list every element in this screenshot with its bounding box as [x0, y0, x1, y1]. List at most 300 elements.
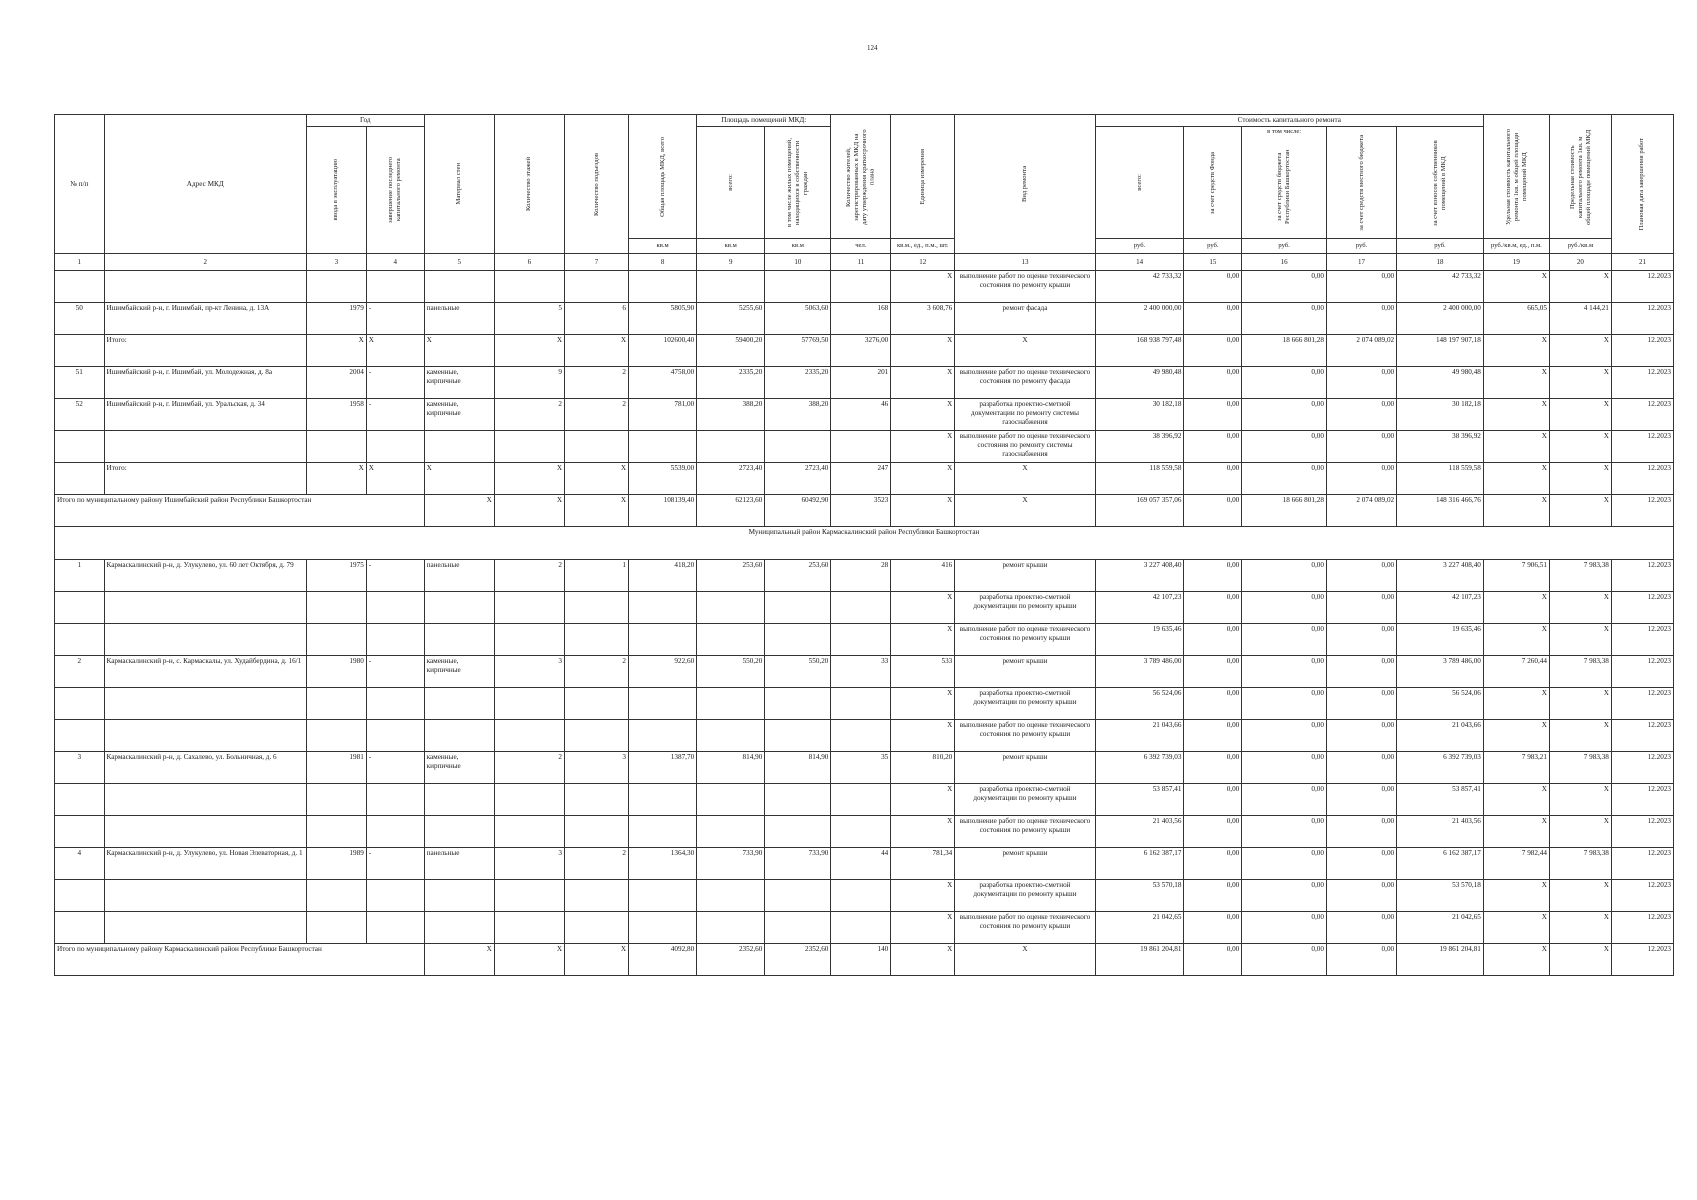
table-cell: X: [891, 624, 955, 656]
table-cell: 12.2023: [1611, 624, 1673, 656]
table-cell: 0,00: [1326, 688, 1396, 720]
table-cell: X: [1549, 335, 1611, 367]
unit-cell: чел.: [831, 239, 891, 254]
table-cell: 12.2023: [1611, 752, 1673, 784]
table-cell: 7 982,44: [1483, 848, 1549, 880]
table-cell: X: [1549, 784, 1611, 816]
table-cell: 0,00: [1184, 431, 1242, 463]
table-cell: -: [366, 560, 424, 592]
table-cell: 0,00: [1326, 399, 1396, 431]
table-cell: 0,00: [1242, 624, 1327, 656]
table-cell: 2335,20: [765, 367, 831, 399]
unit-cell: руб./кв.м, ед., п.м.: [1483, 239, 1549, 254]
table-cell: 814,90: [697, 752, 765, 784]
table-cell: X: [1549, 880, 1611, 912]
column-index-cell: 19: [1483, 254, 1549, 271]
unit-cell: руб.: [1326, 239, 1396, 254]
table-cell: 38 396,92: [1397, 431, 1484, 463]
table-cell: 2: [494, 399, 564, 431]
table-row: [55, 816, 1674, 848]
table-cell: 0,00: [1184, 463, 1242, 495]
table-cell: 18 666 801,28: [1242, 335, 1327, 367]
table-cell: [55, 720, 105, 752]
table-cell: 0,00: [1242, 720, 1327, 752]
table-cell: Ишимбайский р-н, г. Ишимбай, пр-кт Ленина, д. 13А: [104, 303, 306, 335]
table-cell: Кармаскалинский р-н, д. Улукулево, ул. Новая Элеваторная, д. 1: [104, 848, 306, 880]
table-cell: [55, 624, 105, 656]
total-cell: 12.2023: [1611, 944, 1673, 976]
table-row: [55, 912, 1674, 944]
table-cell: [55, 592, 105, 624]
table-cell: 1958: [306, 399, 366, 431]
capital-repair-table: [54, 114, 1674, 976]
table-cell: разработка проектно-сметной документации по ремонту крыши: [955, 688, 1095, 720]
table-cell: 12.2023: [1611, 912, 1673, 944]
table-cell: X: [424, 335, 494, 367]
column-index-cell: 3: [306, 254, 366, 271]
table-cell: [494, 720, 564, 752]
table-cell: 6 162 387,17: [1095, 848, 1184, 880]
table-cell: 550,20: [697, 656, 765, 688]
table-cell: 0,00: [1242, 816, 1327, 848]
unit-cell: кв.м., ед., п.м., шт.: [891, 239, 955, 254]
table-cell: [366, 688, 424, 720]
col-max-cost-header: Предельная стоимость капитального ремонта 1кв. м общей площади помещений МКД: [1549, 115, 1611, 239]
table-cell: 12.2023: [1611, 271, 1673, 303]
table-cell: 53 570,18: [1397, 880, 1484, 912]
table-cell: 1364,30: [629, 848, 697, 880]
table-cell: 0,00: [1184, 335, 1242, 367]
table-cell: 2: [565, 656, 629, 688]
table-cell: [104, 784, 306, 816]
table-cell: [55, 431, 105, 463]
table-cell: 42 107,23: [1397, 592, 1484, 624]
table-row: [55, 848, 1674, 880]
table-cell: [765, 271, 831, 303]
table-cell: X: [306, 463, 366, 495]
table-cell: 12.2023: [1611, 720, 1673, 752]
table-cell: 53 857,41: [1397, 784, 1484, 816]
total-cell: 0,00: [1184, 944, 1242, 976]
table-cell: 21 043,66: [1397, 720, 1484, 752]
table-cell: X: [1549, 720, 1611, 752]
total-cell: 0,00: [1184, 495, 1242, 527]
table-cell: [565, 592, 629, 624]
table-cell: [831, 431, 891, 463]
table-cell: 3: [494, 656, 564, 688]
table-cell: [366, 720, 424, 752]
table-cell: каменные, кирпичные: [424, 752, 494, 784]
table-cell: 4758,00: [629, 367, 697, 399]
table-cell: X: [891, 688, 955, 720]
table-cell: Ишимбайский р-н, г. Ишимбай, ул. Молодежная, д. 8а: [104, 367, 306, 399]
table-cell: 53 857,41: [1095, 784, 1184, 816]
table-cell: -: [366, 367, 424, 399]
table-cell: X: [1549, 399, 1611, 431]
total-cell: X: [891, 944, 955, 976]
table-cell: 12.2023: [1611, 560, 1673, 592]
table-cell: 0,00: [1326, 720, 1396, 752]
table-cell: [104, 912, 306, 944]
total-cell: 19 861 204,81: [1095, 944, 1184, 976]
table-cell: выполнение работ по оценке технического состояния по ремонту крыши: [955, 912, 1095, 944]
table-cell: 3 608,76: [891, 303, 955, 335]
table-cell: X: [1549, 688, 1611, 720]
table-cell: [424, 880, 494, 912]
table-cell: 0,00: [1326, 560, 1396, 592]
table-cell: [424, 912, 494, 944]
table-cell: Ишимбайский р-н, г. Ишимбай, ул. Уральская, д. 34: [104, 399, 306, 431]
table-cell: 2: [494, 560, 564, 592]
table-cell: X: [891, 592, 955, 624]
total-cell: 0,00: [1326, 944, 1396, 976]
table-cell: X: [955, 335, 1095, 367]
table-cell: 7 983,38: [1549, 752, 1611, 784]
table-cell: [565, 720, 629, 752]
table-cell: [697, 880, 765, 912]
table-cell: 3276,00: [831, 335, 891, 367]
column-index-cell: 4: [366, 254, 424, 271]
table-cell: 49 980,48: [1095, 367, 1184, 399]
col-address-header: Адрес МКД: [104, 115, 306, 254]
table-cell: [306, 784, 366, 816]
unit-cell: кв.м: [629, 239, 697, 254]
table-cell: 2723,40: [765, 463, 831, 495]
total-cell: 140: [831, 944, 891, 976]
table-header: [55, 115, 1674, 271]
table-cell: ремонт крыши: [955, 752, 1095, 784]
table-cell: 781,00: [629, 399, 697, 431]
table-cell: 0,00: [1326, 912, 1396, 944]
table-cell: X: [1483, 720, 1549, 752]
table-cell: X: [891, 367, 955, 399]
table-cell: Итого:: [104, 463, 306, 495]
table-cell: 59400,20: [697, 335, 765, 367]
table-cell: [104, 624, 306, 656]
table-cell: 0,00: [1184, 624, 1242, 656]
table-cell: [366, 592, 424, 624]
table-cell: 0,00: [1326, 592, 1396, 624]
col-cost-group-header: Стоимость капитального ремонта: [1095, 115, 1483, 127]
col-year-last-repair-header: завершение последнего капитального ремонта: [366, 126, 424, 254]
table-cell: 3 227 408,40: [1397, 560, 1484, 592]
table-cell: [306, 880, 366, 912]
table-cell: [494, 431, 564, 463]
table-cell: [697, 624, 765, 656]
table-cell: [629, 720, 697, 752]
table-cell: 38 396,92: [1095, 431, 1184, 463]
table-cell: [629, 816, 697, 848]
table-cell: X: [424, 463, 494, 495]
table-cell: 388,20: [765, 399, 831, 431]
table-row: [55, 688, 1674, 720]
unit-cell: руб.: [1184, 239, 1242, 254]
table-cell: 0,00: [1242, 880, 1327, 912]
table-cell: 12.2023: [1611, 688, 1673, 720]
district-total-row: [55, 944, 1674, 976]
table-cell: [697, 271, 765, 303]
table-cell: X: [1483, 399, 1549, 431]
table-body: [55, 271, 1674, 976]
table-cell: [104, 688, 306, 720]
table-row: [55, 335, 1674, 367]
table-cell: 4 144,21: [1549, 303, 1611, 335]
col-cost-total-header: всего:: [1095, 126, 1184, 239]
table-cell: [565, 784, 629, 816]
column-index-cell: 9: [697, 254, 765, 271]
table-cell: 0,00: [1184, 367, 1242, 399]
table-cell: [697, 784, 765, 816]
table-cell: [306, 271, 366, 303]
table-cell: 19 635,46: [1095, 624, 1184, 656]
table-cell: [765, 592, 831, 624]
table-cell: 53 570,18: [1095, 880, 1184, 912]
total-cell: X: [565, 944, 629, 976]
table-cell: [306, 912, 366, 944]
column-index-cell: 11: [831, 254, 891, 271]
table-cell: -: [366, 399, 424, 431]
table-cell: [366, 624, 424, 656]
table-cell: 56 524,06: [1397, 688, 1484, 720]
table-cell: 0,00: [1242, 784, 1327, 816]
table-cell: ремонт крыши: [955, 560, 1095, 592]
table-cell: 1975: [306, 560, 366, 592]
table-cell: 2: [565, 399, 629, 431]
table-cell: 2723,40: [697, 463, 765, 495]
table-cell: [629, 880, 697, 912]
table-cell: -: [366, 656, 424, 688]
table-cell: 12.2023: [1611, 399, 1673, 431]
table-cell: [565, 816, 629, 848]
table-cell: 0,00: [1184, 688, 1242, 720]
table-cell: [366, 880, 424, 912]
table-cell: ремонт крыши: [955, 848, 1095, 880]
table-cell: [765, 816, 831, 848]
table-cell: 7 983,38: [1549, 848, 1611, 880]
table-row: [55, 271, 1674, 303]
column-index-cell: 13: [955, 254, 1095, 271]
table-cell: 5255,60: [697, 303, 765, 335]
table-cell: [306, 592, 366, 624]
table-cell: 7 906,51: [1483, 560, 1549, 592]
table-cell: [629, 912, 697, 944]
table-cell: [424, 624, 494, 656]
table-cell: 46: [831, 399, 891, 431]
table-cell: ремонт крыши: [955, 656, 1095, 688]
table-cell: 2: [565, 848, 629, 880]
column-index-row: [55, 254, 1674, 271]
table-cell: [366, 816, 424, 848]
table-cell: 0,00: [1242, 463, 1327, 495]
table-cell: 7 260,44: [1483, 656, 1549, 688]
table-cell: выполнение работ по оценке технического состояния по ремонту крыши: [955, 720, 1095, 752]
table-cell: [55, 335, 105, 367]
table-cell: X: [1483, 624, 1549, 656]
col-entrances-header: Количество подъездов: [565, 115, 629, 254]
page-number: 124: [867, 44, 878, 52]
table-cell: X: [891, 431, 955, 463]
table-cell: панельные: [424, 560, 494, 592]
column-index-cell: 16: [1242, 254, 1327, 271]
table-cell: [104, 880, 306, 912]
total-cell: X: [955, 495, 1095, 527]
table-cell: [104, 592, 306, 624]
total-cell: 19 861 204,81: [1397, 944, 1484, 976]
total-cell: 148 316 466,76: [1397, 495, 1484, 527]
col-cost-owners-header: за счет взносов собственников помещений в МКД: [1397, 126, 1484, 239]
table-cell: [424, 784, 494, 816]
table-cell: 5: [494, 303, 564, 335]
table-cell: X: [891, 720, 955, 752]
table-cell: [55, 784, 105, 816]
table-cell: [629, 271, 697, 303]
table-cell: [831, 720, 891, 752]
total-cell: 62123,60: [697, 495, 765, 527]
table-cell: [697, 688, 765, 720]
table-cell: 12.2023: [1611, 592, 1673, 624]
table-cell: каменные, кирпичные: [424, 367, 494, 399]
column-index-cell: 18: [1397, 254, 1484, 271]
table-cell: 30 182,18: [1397, 399, 1484, 431]
table-cell: 30 182,18: [1095, 399, 1184, 431]
table-cell: [831, 592, 891, 624]
table-cell: 1: [565, 560, 629, 592]
table-cell: [831, 271, 891, 303]
col-specific-cost-header: Удельная стоимость капитального ремонта 1кв. м общей площади помещений МКД: [1483, 115, 1549, 239]
col-residents-header: Количество жителей, зарегистрированных в МКД на дату утверждения краткосрочного плана: [831, 115, 891, 239]
table-cell: 0,00: [1242, 367, 1327, 399]
col-cost-republic-header: в том числе: за счет средств бюджета Республики Башкортостан: [1242, 126, 1327, 239]
table-cell: [629, 688, 697, 720]
table-cell: 1: [55, 560, 105, 592]
table-cell: [306, 816, 366, 848]
table-cell: 0,00: [1184, 752, 1242, 784]
total-cell: 2352,60: [765, 944, 831, 976]
table-cell: [424, 720, 494, 752]
table-cell: [366, 912, 424, 944]
table-cell: выполнение работ по оценке технического состояния по ремонту крыши: [955, 624, 1095, 656]
table-cell: [697, 431, 765, 463]
table-cell: [424, 271, 494, 303]
table-cell: каменные, кирпичные: [424, 399, 494, 431]
column-index-cell: 17: [1326, 254, 1396, 271]
table-cell: X: [565, 335, 629, 367]
table-cell: 0,00: [1326, 463, 1396, 495]
table-cell: [697, 720, 765, 752]
district-total-label: Итого по муниципальному району Кармаскалинский район Республики Башкортостан: [55, 944, 425, 976]
table-cell: 12.2023: [1611, 816, 1673, 848]
table-cell: 0,00: [1242, 752, 1327, 784]
total-cell: 3523: [831, 495, 891, 527]
table-cell: X: [1483, 784, 1549, 816]
table-cell: каменные, кирпичные: [424, 656, 494, 688]
table-cell: [565, 624, 629, 656]
table-cell: [765, 688, 831, 720]
table-cell: X: [955, 463, 1095, 495]
table-cell: [765, 624, 831, 656]
table-cell: 21 403,56: [1095, 816, 1184, 848]
table-cell: [366, 271, 424, 303]
column-index-cell: 14: [1095, 254, 1184, 271]
table-cell: 0,00: [1326, 848, 1396, 880]
table-cell: 52: [55, 399, 105, 431]
col-year-group-header: Год: [306, 115, 424, 127]
unit-cell: руб.: [1242, 239, 1327, 254]
col-cost-fund-header: за счет средств Фонда: [1184, 126, 1242, 239]
table-cell: 28: [831, 560, 891, 592]
table-cell: 57769,50: [765, 335, 831, 367]
table-cell: [831, 784, 891, 816]
district-header-row: [55, 527, 1674, 560]
total-cell: X: [424, 944, 494, 976]
table-cell: [494, 624, 564, 656]
table-cell: [494, 912, 564, 944]
table-cell: 253,60: [697, 560, 765, 592]
unit-cell: кв.м: [697, 239, 765, 254]
table-cell: 0,00: [1242, 592, 1327, 624]
total-cell: X: [1549, 944, 1611, 976]
table-cell: 168 938 797,48: [1095, 335, 1184, 367]
table-cell: 0,00: [1242, 912, 1327, 944]
table-cell: [55, 816, 105, 848]
table-cell: [306, 431, 366, 463]
table-cell: 1980: [306, 656, 366, 688]
column-index-cell: 12: [891, 254, 955, 271]
table-cell: X: [1549, 463, 1611, 495]
table-cell: X: [1483, 271, 1549, 303]
table-cell: 0,00: [1326, 784, 1396, 816]
table-cell: -: [366, 752, 424, 784]
table-cell: X: [891, 463, 955, 495]
col-repair-type-header: Вид ремонта: [955, 115, 1095, 254]
unit-cell: руб.: [1397, 239, 1484, 254]
table-cell: 12.2023: [1611, 848, 1673, 880]
table-cell: [494, 688, 564, 720]
table-cell: [55, 271, 105, 303]
table-row: [55, 720, 1674, 752]
table-cell: Кармаскалинский р-н, д. Улукулево, ул. 60 лет Октября, д. 79: [104, 560, 306, 592]
table-cell: X: [366, 335, 424, 367]
table-cell: [424, 688, 494, 720]
total-cell: X: [955, 944, 1095, 976]
table-cell: [366, 431, 424, 463]
table-cell: [831, 624, 891, 656]
table-cell: 6 162 387,17: [1397, 848, 1484, 880]
col-year-commission-header: ввода в эксплуатацию: [306, 126, 366, 254]
table-cell: -: [366, 848, 424, 880]
table-cell: 51: [55, 367, 105, 399]
table-row: [55, 624, 1674, 656]
table-cell: 21 042,65: [1397, 912, 1484, 944]
district-total-row: [55, 495, 1674, 527]
table-cell: 2 400 000,00: [1397, 303, 1484, 335]
table-cell: X: [891, 784, 955, 816]
table-cell: 0,00: [1242, 688, 1327, 720]
table-cell: [831, 880, 891, 912]
table-cell: разработка проектно-сметной документации по ремонту крыши: [955, 592, 1095, 624]
table-cell: 665,05: [1483, 303, 1549, 335]
table-cell: 49 980,48: [1397, 367, 1484, 399]
table-cell: [765, 912, 831, 944]
table-cell: 550,20: [765, 656, 831, 688]
table-cell: выполнение работ по оценке технического состояния по ремонту фасада: [955, 367, 1095, 399]
table-cell: 12.2023: [1611, 784, 1673, 816]
table-cell: [765, 720, 831, 752]
table-cell: -: [366, 303, 424, 335]
table-cell: 3 789 486,00: [1095, 656, 1184, 688]
table-cell: [765, 784, 831, 816]
total-cell: X: [1483, 944, 1549, 976]
